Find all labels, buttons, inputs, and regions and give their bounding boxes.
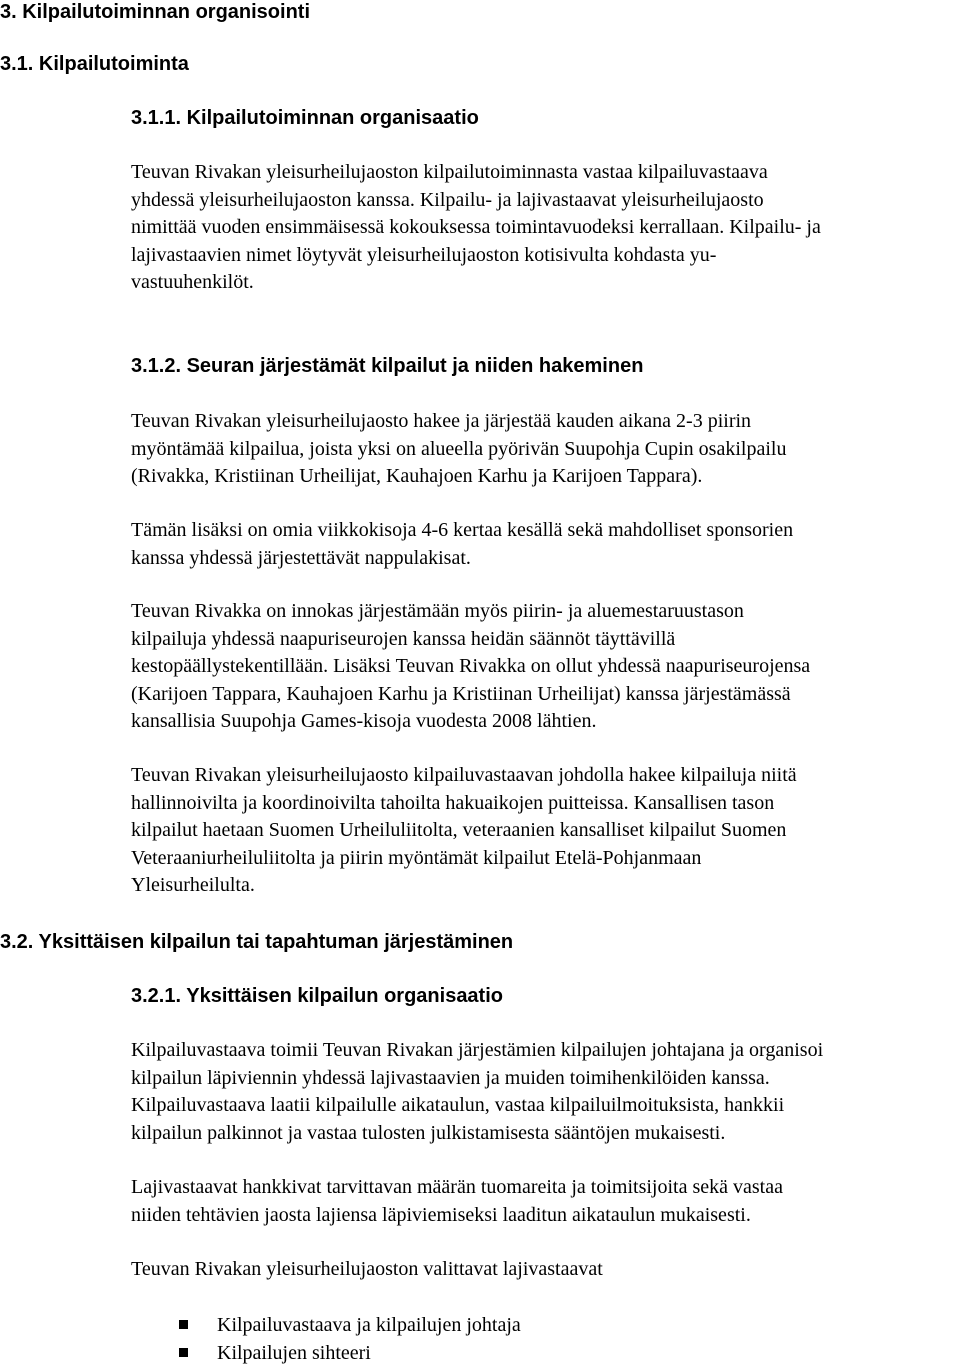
- text-line: (Karijoen Tappara, Kauhajoen Karhu ja Kristiinan Urheilijat) kanssa järjestämässä: [131, 682, 791, 705]
- text-line: Tämän lisäksi on omia viikkokisoja 4-6 kertaa kesällä sekä mahdolliset sponsorien: [131, 519, 794, 541]
- text-line: kilpailuja yhdessä naapuriseurojen kanssa heidän säännöt täyttävillä: [131, 627, 676, 650]
- paragraph-3-2-1-b: [131, 1174, 783, 1229]
- text-line: niiden tehtävien jaosta lajiensa läpiviemiseksi laaditun aikataulun mukaisesti.: [131, 1203, 751, 1226]
- text-line: kilpailun läpiviennin yhdessä lajivastaavien ja muiden toimihenkilöiden kanssa.: [131, 1066, 770, 1089]
- paragraph-3-1-2-d: [131, 762, 797, 900]
- text-line: Teuvan Rivakka on innokas järjestämään myös piirin- ja aluemestaruustason: [131, 600, 744, 622]
- list-item-label: Kilpailujen sihteeri: [217, 1342, 371, 1364]
- text-line: hallinnoivilta ja koordinoivilta tahoilta hakuaikojen puitteissa. Kansallisen tason: [131, 791, 775, 814]
- text-line: kanssa yhdessä järjestettävät nappulakisat.: [131, 546, 471, 569]
- lajivastaavat-list: [131, 1311, 521, 1367]
- text-line: vastuuhenkilöt.: [131, 271, 254, 293]
- heading-section-3-1-2: 3.1.2. Seuran järjestämät kilpailut ja niiden hakeminen: [131, 355, 644, 377]
- text-line: (Rivakka, Kristiinan Urheilijat, Kauhajoen Karhu ja Karijoen Tappara).: [131, 465, 703, 487]
- text-line: kansallisia Suupohja Games-kisoja vuodesta 2008 lähtien.: [131, 710, 597, 732]
- text-line: Teuvan Rivakan yleisurheilujaosto kilpailuvastaavan johdolla hakee kilpailuja niitä: [131, 764, 797, 786]
- text-line: Lajivastaavat hankkivat tarvittavan määrän tuomareita ja toimitsijoita sekä vastaa: [131, 1176, 783, 1198]
- text-line: yhdessä yleisurheilujaoston kanssa. Kilpailu- ja lajivastaavat yleisurheilujaosto: [131, 188, 764, 211]
- text-line: Veteraaniurheiluliitolta ja piirin myöntämät kilpailut Etelä-Pohjanmaan: [131, 846, 702, 869]
- paragraph-3-1-2-a: [131, 408, 786, 491]
- text-line: myöntämää kilpailua, joista yksi on alueella pyörivän Suupohja Cupin osakilpailu: [131, 437, 787, 460]
- text-line: Teuvan Rivakan yleisurheilujaosto hakee ja järjestää kauden aikana 2-3 piirin: [131, 410, 752, 432]
- list-item-label: Kilpailuvastaava ja kilpailujen johtaja: [217, 1314, 521, 1336]
- paragraph-3-2-1-a: [131, 1037, 823, 1147]
- text-line: lajivastaavien nimet löytyvät yleisurheilujaoston kotisivulta kohdasta yu-: [131, 243, 717, 266]
- heading-section-3-2: 3.2. Yksittäisen kilpailun tai tapahtuman järjestäminen: [0, 931, 514, 953]
- text-line: kilpailut haetaan Suomen Urheiluliitolta, veteraanien kansalliset kilpailut Suomen: [131, 819, 787, 841]
- paragraph-3-1-1-a: [131, 159, 821, 297]
- text-line: Yleisurheilulta.: [131, 874, 255, 896]
- paragraph-3-1-2-b: [131, 517, 793, 572]
- square-bullet-icon: [179, 1320, 188, 1329]
- text-line: Teuvan Rivakan yleisurheilujaoston kilpailutoiminnasta vastaa kilpailuvastaava: [131, 161, 768, 183]
- text-line: nimittää vuoden ensimmäisessä kokouksessa toimintavuodeksi kerrallaan. Kilpailu- ja: [131, 216, 821, 238]
- square-bullet-icon: [179, 1348, 188, 1357]
- text-line: Kilpailuvastaava laatii kilpailulle aikataulun, vastaa kilpailuilmoituksista, hankkii: [131, 1094, 785, 1116]
- paragraph-3-2-1-c: Teuvan Rivakan yleisurheilujaoston valittavat lajivastaavat: [131, 1258, 603, 1280]
- heading-section-3-1-1: 3.1.1. Kilpailutoiminnan organisaatio: [131, 107, 479, 129]
- list-item: [131, 1311, 521, 1339]
- text-line: Kilpailuvastaava toimii Teuvan Rivakan järjestämien kilpailujen johtajana ja organisoi: [131, 1039, 824, 1061]
- heading-section-3-1: 3.1. Kilpailutoiminta: [0, 53, 189, 75]
- list-item: [131, 1339, 521, 1367]
- paragraph-3-1-2-c: [131, 598, 810, 736]
- text-line: kestopäällystekentillään. Lisäksi Teuvan Rivakka on ollut yhdessä naapuriseurojensa: [131, 655, 811, 677]
- heading-section-3-2-1: 3.2.1. Yksittäisen kilpailun organisaatio: [131, 985, 503, 1007]
- text-line: kilpailun palkinnot ja vastaa tulosten julkistamisesta sääntöjen mukaisesti.: [131, 1121, 726, 1144]
- heading-section-3: 3. Kilpailutoiminnan organisointi: [0, 1, 311, 23]
